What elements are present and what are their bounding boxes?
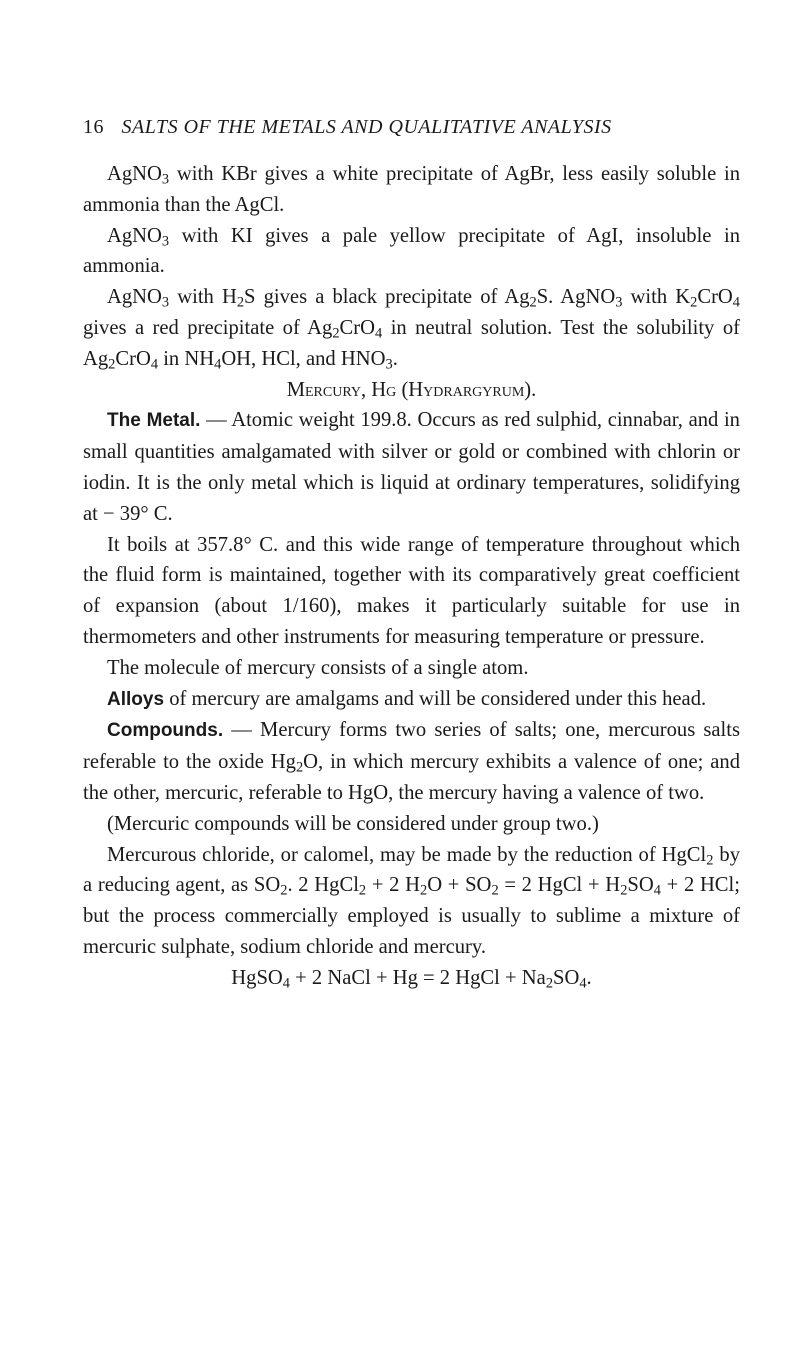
running-header: [83, 116, 740, 139]
the-metal-text: Atomic weight 199.8. Occurs as red sulphid, cinnabar, and in small quantities amalgamated with silver or gold or combined with chlorin or iodin. It is the only metal which is liquid at ordinary temperatures, solidifying at − 39° C.: [83, 409, 740, 525]
paragraph-alloys: [83, 684, 740, 716]
heading-the-metal: The Metal.: [107, 410, 201, 432]
running-title: SALTS OF THE METALS AND QUALITATIVE ANALYSIS: [121, 116, 612, 138]
paragraph-mercuric-note: (Mercuric compounds will be considered under group two.): [107, 812, 599, 835]
alloys-text: of mercury are amalgams and will be considered under this head.: [169, 687, 707, 710]
paragraph-agno3-h2s-chromate: AgNO$_3$ with $H_2S$ gives a black precipitate of $Ag_2S$. AgNO$_3$ with $K_2CrO_4$ gives a red precipitate of $Ag_2CrO_4$ in neutral solution. Test the solubility of $Ag_2CrO_4$ in $NH_4OH$, HCl, and $HNO_3$.: [83, 286, 740, 373]
page: [83, 116, 740, 994]
compounds-text: Mercury forms two series of salts; one, mercurous salts referable to the oxide $Hg_2O$, in which mercury exhibits a valence of one; and the other, mercuric, referable to HgO, the mercury having a valence of two.: [83, 719, 741, 804]
paragraph-the-metal: The Metal. — Atomic weight 199.8. Occurs as red sulphid, cinnabar, and in small quantities amalgamated with silver or gold or combined with chlorin or iodin. It is the only metal which is liquid at ordinary temperatures, solidifying at − 39° C.: [83, 409, 740, 525]
heading-compounds: Compounds.: [107, 720, 224, 742]
paragraph-compounds: Compounds. — Mercury forms two series of salts; one, mercurous salts referable to the oxide $Hg_2O$, in which mercury exhibits a valence of one; and the other, mercuric, referable to HgO, the mercury having a valence of two.: [83, 719, 741, 804]
page-body: [83, 159, 740, 994]
heading-alloys: Alloys: [107, 688, 165, 710]
equation-calomel-sublimation: HgSO$_4$ + 2 NaCl + Hg = 2 HgCl + $Na_2SO_4$.: [231, 966, 592, 992]
paragraph-boiling-point: It boils at 357.8° C. and this wide range of temperature throughout which the fluid form is maintained, together with its comparatively great coefficient of expansion (about 1/160), makes it particularly suitable for use in thermometers and other instruments for measuring temperature or pressure.: [83, 533, 740, 648]
paragraph-molecule: The molecule of mercury consists of a single atom.: [107, 656, 529, 679]
paragraph-calomel: Mercurous chloride, or calomel, may be made by the reduction of HgCl$_2$ by a reducing agent, as $SO_2$. 2 HgCl$_2$ + 2 $H_2O + SO_2 = 2$ HgCl + $H_2SO_4 + 2$ HCl; but the process commercially employed is usually to sublime a mixture of mercuric sulphate, sodium chloride and mercury.: [83, 843, 740, 958]
page-number: 16: [83, 116, 104, 138]
paragraph-agno3-kbr: AgNO$_3$ with KBr gives a white precipitate of AgBr, less easily soluble in ammonia than the AgCl.: [83, 163, 740, 216]
paragraph-agno3-ki: AgNO$_3$ with KI gives a pale yellow precipitate of AgI, insoluble in ammonia.: [83, 224, 740, 278]
section-title-mercury: Mercury, Hg (Hydrargyrum).: [286, 378, 537, 401]
